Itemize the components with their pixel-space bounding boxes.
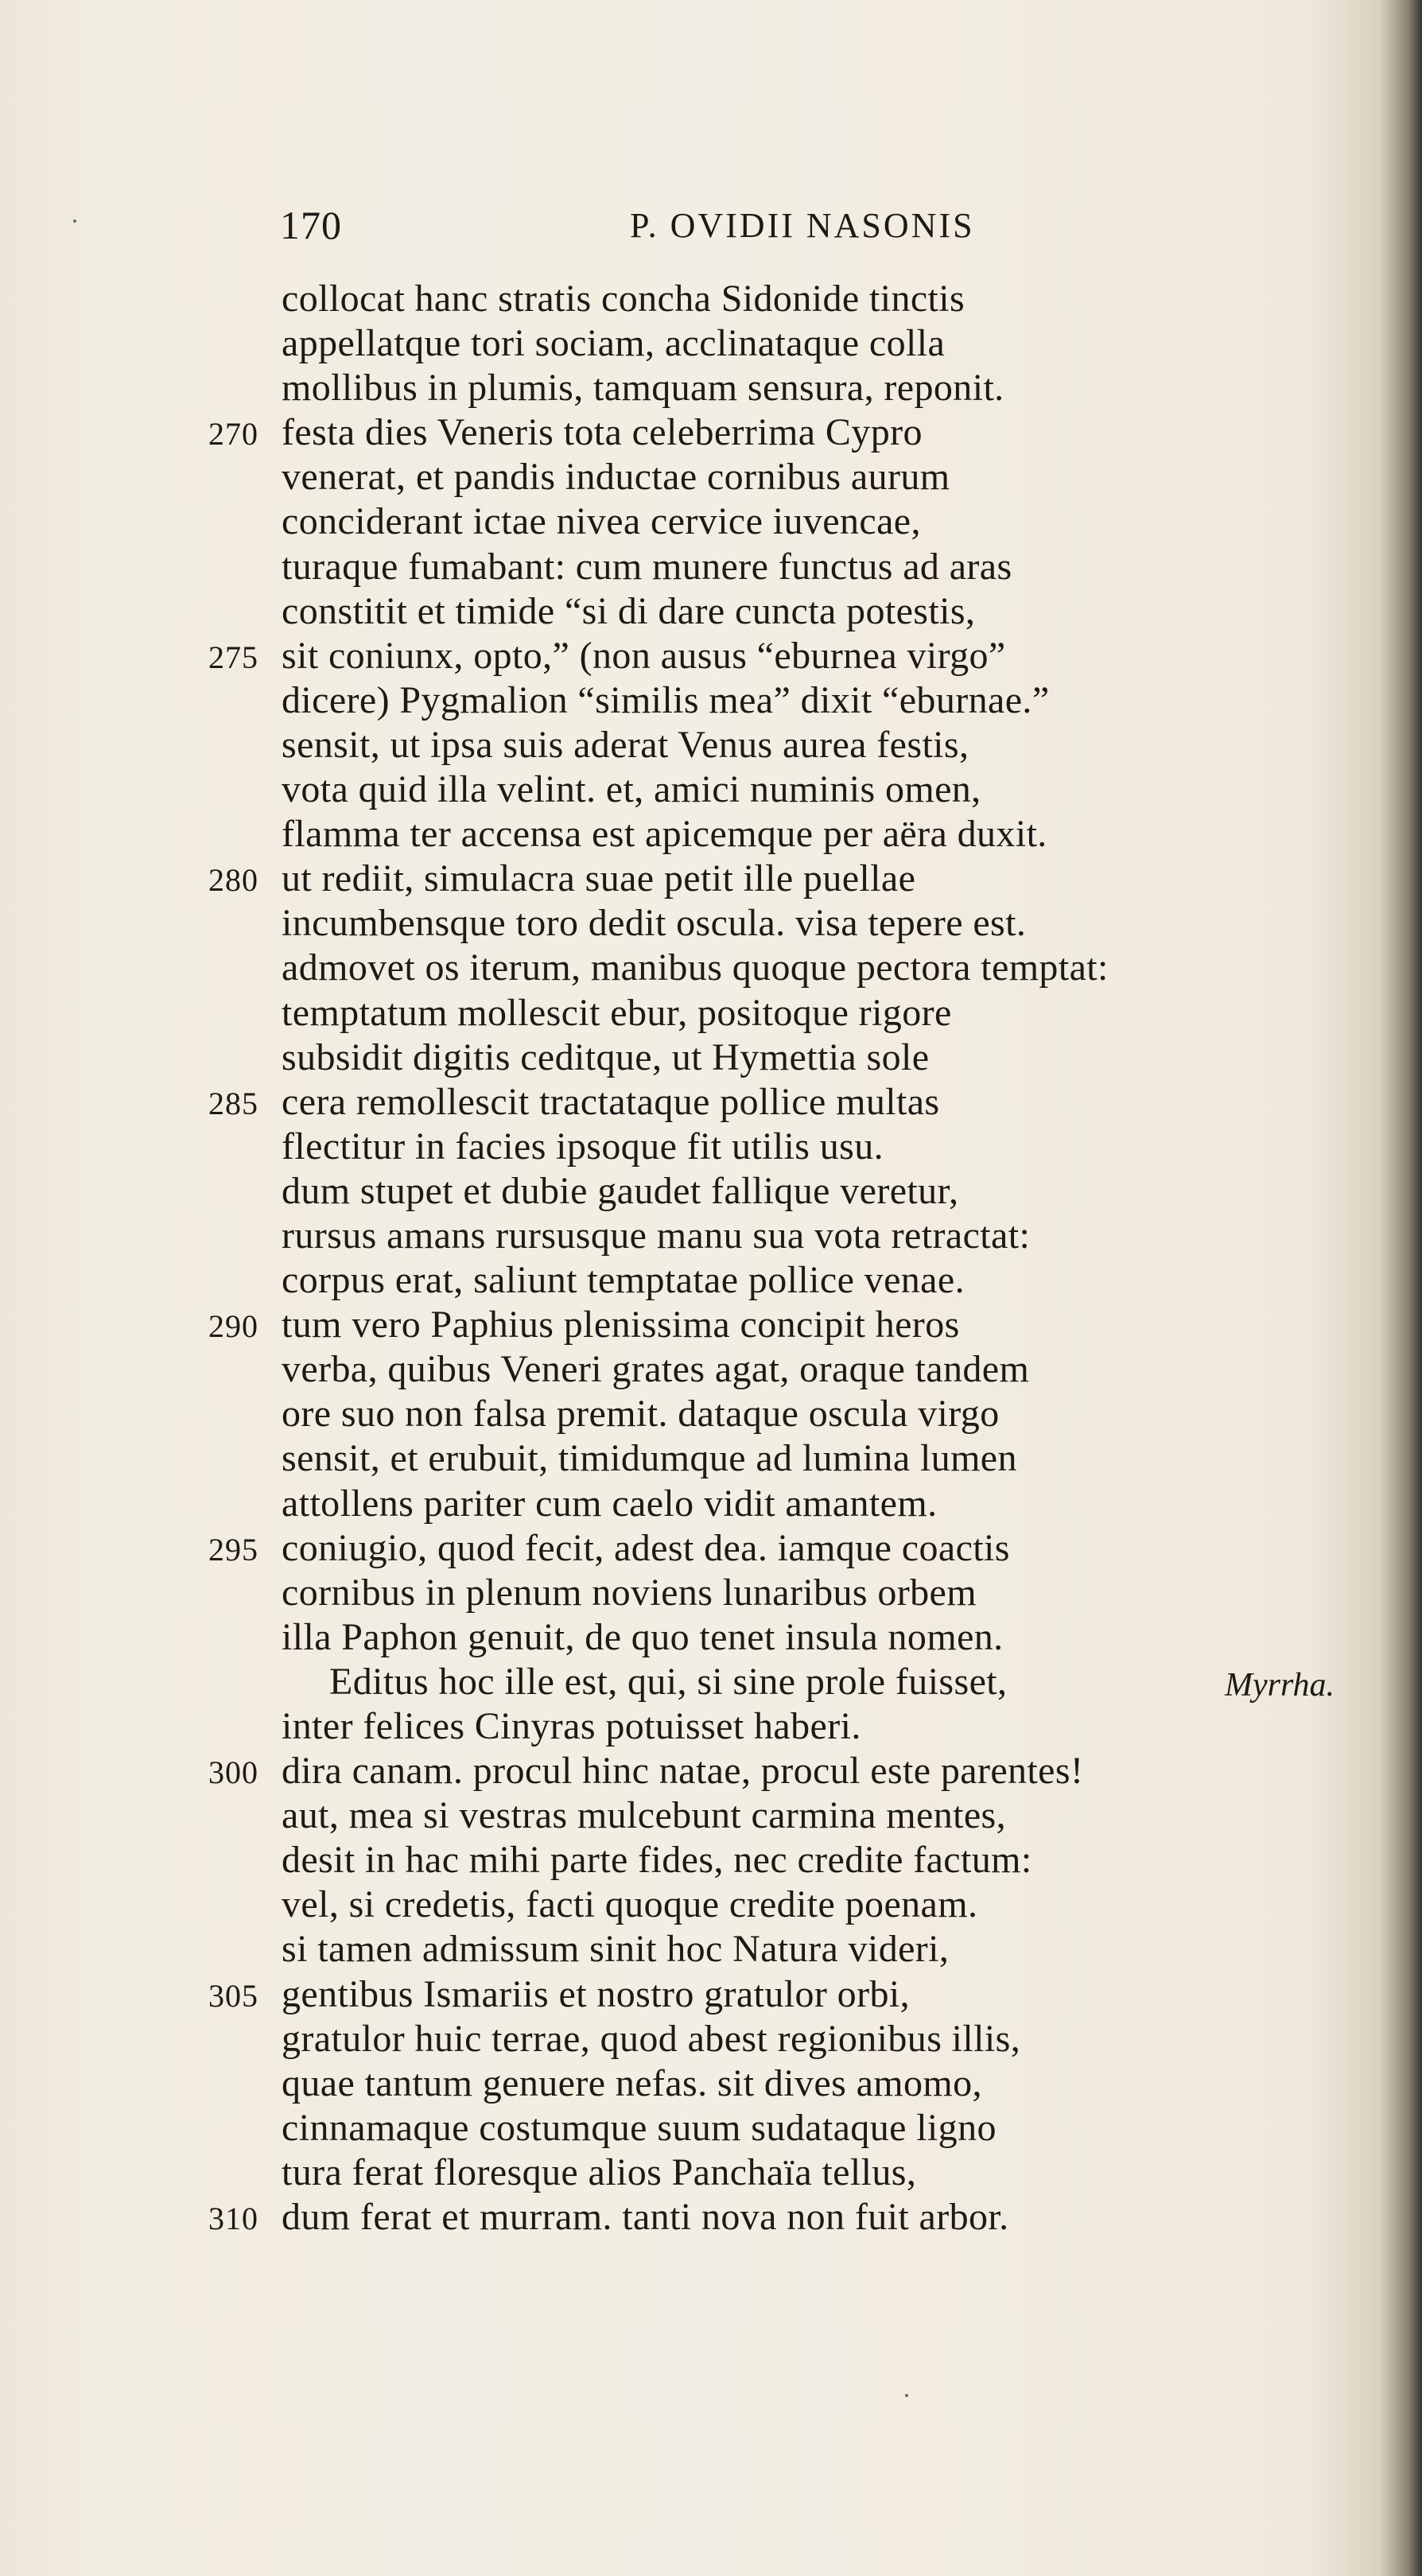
verse-text: sensit, et erubuit, timidumque ad lumina lumen [282,1437,1017,1480]
line-number: 305 [208,1977,258,2014]
verse-text: flectitur in facies ipsoque fit utilis usu. [282,1125,884,1168]
verse-line [0,1838,1422,1882]
verse-text: sensit, ut ipsa suis aderat Venus aurea festis, [282,723,969,766]
verse-line [0,901,1422,946]
verse-text: sit coniunx, opto,” (non ausus “eburnea virgo” [282,634,1006,677]
verse-text: coniugio, quod fecit, adest dea. iamque coactis [282,1526,1010,1569]
verse-text: verba, quibus Veneri grates agat, oraque tandem [282,1348,1030,1391]
verse-text: aut, mea si vestras mulcebunt carmina mentes, [282,1794,1007,1837]
verse-line [0,2151,1422,2195]
margin-note: Myrrha. [1225,1666,1335,1704]
verse-text: collocat hanc stratis concha Sidonide tinctis [282,278,965,320]
verse-line [0,857,1422,901]
verse-line [0,1526,1422,1571]
verse-line [0,366,1422,410]
verse-text: vel, si credetis, facti quoque credite poenam. [282,1883,978,1926]
verse-line [0,1169,1422,1214]
verse-text: dum ferat et murram. tanti nova non fuit arbor. [282,2196,1009,2239]
verse-text: cinnamaque costumque suum sudataque ligno [282,2106,997,2149]
verse-line [0,1882,1422,1927]
verse-text: temptatum mollescit ebur, positoque rigore [282,991,952,1034]
line-number: 290 [208,1308,258,1345]
verse-line [0,455,1422,499]
verse-line [0,499,1422,544]
verse-text: appellatque tori sociam, acclinataque colla [282,322,946,365]
line-number: 285 [208,1085,258,1121]
verse-text: dum stupet et dubie gaudet fallique veretur, [282,1169,959,1212]
verse-text: ore suo non falsa premit. dataque oscula virgo [282,1393,1000,1436]
verse-text: festa dies Veneris tota celeberrima Cypro [282,411,923,454]
verse-line [0,1303,1422,1347]
verse-text: rursus amans rursusque manu sua vota retractat: [282,1214,1031,1257]
line-number: 275 [208,639,258,675]
verse-text: flamma ter accensa est apicemque per aëra duxit. [282,813,1047,856]
verse-text: gratulor huic terrae, quod abest regionibus illis, [282,2017,1021,2060]
verse-text: dira canam. procul hinc natae, procul este parentes! [282,1750,1084,1793]
verse-text: subsidit digitis ceditque, ut Hymettia sole [282,1035,930,1078]
verse-line [0,2106,1422,2151]
verse-text: gentibus Ismariis et nostro gratulor orbi, [282,1972,911,2015]
verse-line [0,946,1422,990]
verse-text: dicere) Pygmalion “similis mea” dixit “eburnae.” [282,678,1050,721]
verse-text: vota quid illa velint. et, amici numinis omen, [282,768,981,811]
verse-line [0,1258,1422,1303]
verse-line [0,1615,1422,1660]
verse-text: Editus hoc ille est, qui, si sine prole fuisset, [329,1660,1008,1703]
verse-text: tura ferat floresque alios Panchaïa tellus, [282,2151,917,2193]
verse-line [0,1214,1422,1258]
verse-text: attollens pariter cum caelo vidit amantem. [282,1482,938,1525]
verse-text: si tamen admissum sinit hoc Natura videri, [282,1928,950,1971]
verse-line [0,1704,1422,1749]
poem-text [0,277,1422,2240]
verse-line [0,812,1422,857]
verse-line [0,410,1422,455]
verse-line [0,321,1422,366]
verse-text: mollibus in plumis, tamquam sensura, reponit. [282,367,1004,410]
verse-text: cera remollescit tractataque pollice multas [282,1080,940,1123]
line-number: 270 [208,416,258,453]
verse-line [0,1436,1422,1481]
verse-text: incumbensque toro dedit oscula. visa tepere est. [282,902,1027,945]
verse-text: tum vero Paphius plenissima concipit heros [282,1304,960,1346]
paper-speck [73,220,76,223]
verse-line [0,1927,1422,1972]
line-number: 300 [208,1754,258,1791]
verse-line [0,1125,1422,1169]
verse-line [0,1972,1422,2017]
page-number: 170 [280,203,342,247]
running-title: P. OVIDII NASONIS [630,206,975,245]
verse-text: desit in hac mihi parte fides, nec credite factum: [282,1839,1032,1882]
verse-line [0,1035,1422,1080]
verse-line [0,1749,1422,1793]
verse-line [0,991,1422,1035]
verse-line [0,2017,1422,2061]
verse-line [0,1482,1422,1526]
verse-line [0,589,1422,634]
verse-line [0,678,1422,723]
verse-line [0,1080,1422,1125]
verse-line [0,1392,1422,1436]
verse-text: illa Paphon genuit, de quo tenet insula nomen. [282,1615,1004,1658]
verse-line [0,1347,1422,1392]
verse-line [0,634,1422,678]
verse-line [0,723,1422,767]
paper-speck [905,2394,908,2397]
verse-line [0,2195,1422,2240]
verse-line [0,2061,1422,2106]
verse-text: constitit et timide “si di dare cuncta potestis, [282,589,976,632]
verse-line [0,1571,1422,1615]
verse-text: admovet os iterum, manibus quoque pectora temptat: [282,946,1109,989]
verse-line [0,545,1422,589]
verse-text: turaque fumabant: cum munere functus ad aras [282,545,1012,588]
verse-line [0,1793,1422,1838]
verse-line [0,277,1422,321]
page-header [280,202,1012,258]
line-number: 310 [208,2201,258,2237]
verse-text: corpus erat, saliunt temptatae pollice venae. [282,1259,965,1302]
verse-text: conciderant ictae nivea cervice iuvencae, [282,500,921,543]
verse-text: cornibus in plenum noviens lunaribus orbem [282,1571,977,1614]
verse-text: venerat, et pandis inductae cornibus aurum [282,456,950,499]
verse-line [0,1660,1422,1704]
verse-text: quae tantum genuere nefas. sit dives amomo, [282,2061,982,2104]
verse-text: ut rediit, simulacra suae petit ille puellae [282,857,916,900]
verse-line [0,767,1422,812]
verse-text: inter felices Cinyras potuisset haberi. [282,1705,861,1747]
line-number: 280 [208,862,258,899]
line-number: 295 [208,1531,258,1568]
